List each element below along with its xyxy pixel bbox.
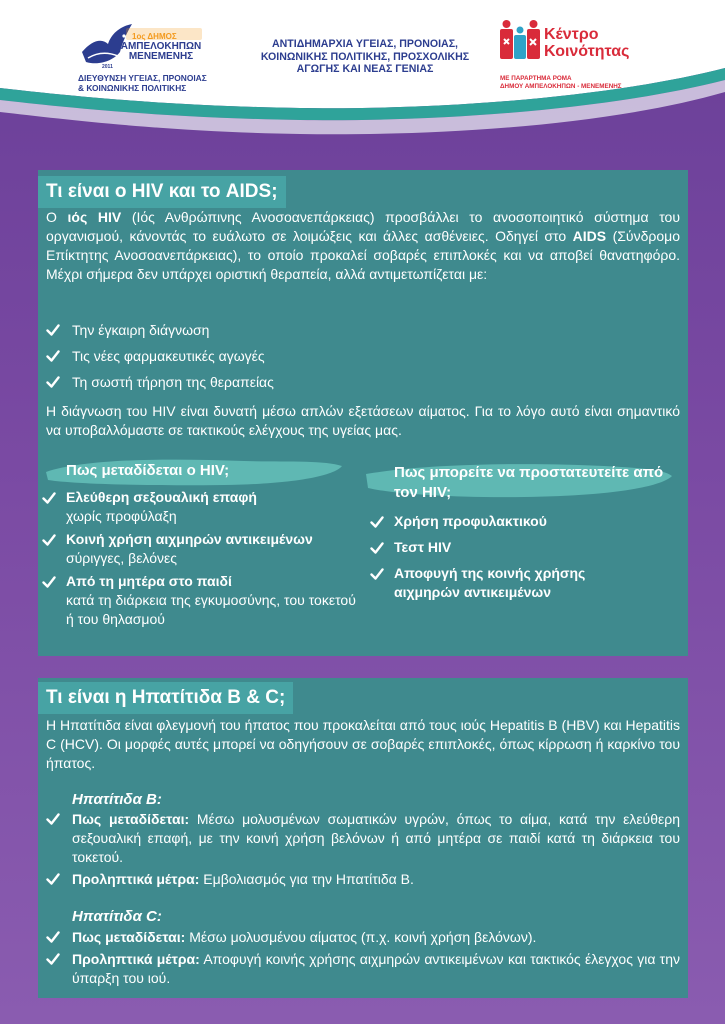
protection-item-1: Χρήση προφυλακτικού <box>394 513 547 529</box>
community-center-subtitle <box>500 75 660 91</box>
hiv-diagnosis-paragraph: Η διάγνωση του HIV είναι δυνατή μέσω απλών εξετάσεων αίματος. Για το λόγο αυτό είναι σημαντικό να υποβαλλόμαστε σε τακτικούς ελέγχους της υγείας μας. <box>46 403 680 438</box>
list-item <box>46 870 680 889</box>
hepatitis-c-transmission-label: Πως μεταδίδεται: <box>72 929 186 945</box>
list-item <box>370 538 660 557</box>
hepatitis-c-heading: Ηπατίτιδα C: <box>72 908 162 925</box>
community-center-title-line-2: Κοινότητας <box>544 43 630 60</box>
hepatitis-c-prevention-text: Αποφυγή κοινής χρήσης αιχμηρών αντικειμένων και τακτικός έλεγχος για την ύπαρξη του ιού. <box>72 951 681 986</box>
municipality-department-line-2: & ΚΟΙΝΩΝΙΚΗΣ ΠΟΛΙΤΙΚΗΣ <box>78 83 187 93</box>
transmission-item-1-main: Ελεύθερη σεξουαλική επαφή <box>66 489 257 505</box>
protection-item-3: Αποφυγή της κοινής χρήσης αιχμηρών αντικειμένων <box>394 565 586 600</box>
hiv-intro-text-3: (Σύνδρομο Επίκτητης Ανοσοανεπάρκειας), το οποίο προκαλεί σοβαρές επιπλοκές και να αποβεί θανατηφόρο. Μέχρι σήμερα δεν υπάρχει οριστική θεραπεία, αλλά αντιμετωπίζεται με: <box>46 228 680 282</box>
protection-list <box>370 512 660 602</box>
check-icon <box>370 515 384 529</box>
community-people-icon <box>498 19 542 63</box>
hepatitis-section <box>38 678 688 998</box>
municipality-year: 2011 <box>102 64 113 70</box>
check-icon <box>46 872 60 886</box>
community-center-logo <box>498 19 658 99</box>
transmission-item-2-sub: σύριγγες, βελόνες <box>66 550 177 566</box>
check-icon <box>46 930 60 944</box>
list-item <box>46 372 274 398</box>
community-center-title-line-1: Κέντρο <box>544 26 599 43</box>
hiv-treatment-item-3: Τη σωστή τήρηση της θεραπείας <box>72 374 274 390</box>
community-center-subtitle-line-2: ΔΗΜΟΥ ΑΜΠΕΛΟΚΗΠΩΝ - ΜΕΝΕΜΕΝΗΣ <box>500 83 622 90</box>
hiv-section <box>38 170 688 656</box>
check-icon <box>46 812 60 826</box>
check-icon <box>42 575 56 589</box>
hepatitis-b-transmission-label: Πως μεταδίδεται: <box>72 811 190 827</box>
hiv-intro-bold-virus: ιός HIV <box>67 209 122 225</box>
list-item <box>46 950 680 988</box>
hiv-intro-text-1: Ο <box>46 209 68 225</box>
transmission-item-1-sub: χωρίς προφύλαξη <box>66 508 177 524</box>
list-item <box>370 512 660 531</box>
municipality-name-line-2: ΜΕΝΕΜΕΝΗΣ <box>128 51 194 62</box>
vice-mayoralty-title <box>230 38 500 76</box>
municipality-name <box>111 42 211 62</box>
hiv-intro-bold-aids: AIDS <box>572 228 607 244</box>
list-item <box>42 488 362 526</box>
check-icon <box>370 567 384 581</box>
vice-mayoralty-line-3: ΑΓΩΓΗΣ ΚΑΙ ΝΕΑΣ ΓΕΝΙΑΣ <box>296 63 434 75</box>
list-item <box>42 572 362 629</box>
hiv-section-title: Τι είναι ο HIV και το AIDS; <box>38 176 286 208</box>
community-center-subtitle-line-1: ΜΕ ΠΑΡΑΡΤΗΜΑ ΡΟΜΑ <box>500 75 572 82</box>
protection-item-2: Τεστ HIV <box>394 539 452 555</box>
hiv-treatment-item-2: Τις νέες φαρμακευτικές αγωγές <box>72 348 265 364</box>
municipality-top-label: 1ος ΔΗΜΟΣ <box>132 32 177 41</box>
hepatitis-b-transmission-text: Μέσω μολυσμένων σωματικών υγρών, όπως το αίμα, κατά την ελεύθερη σεξουαλική επαφή, με την κοινή χρήση βελόνων ή από μητέρα σε παιδί κατά τη διάρκεια του τοκετού. <box>72 811 680 865</box>
hepatitis-b-prevention-text: Εμβολιασμός για την Ηπατίτιδα Β. <box>199 871 414 887</box>
hepatitis-c-transmission-text: Μέσω μολυσμένου αίματος (π.χ. κοινή χρήση βελόνων). <box>185 929 537 945</box>
hepatitis-intro-paragraph: Η Ηπατίτιδα είναι φλεγμονή του ήπατος που προκαλείται από τους ιούς Hepatitis B (HBV) και Hepatitis C (HCV). Οι μορφές αυτές μπορεί να οδηγήσουν σε σοβαρές επιπλοκές, όπως κίρρωση ή καρκίνο του ήπατος. <box>46 717 680 771</box>
vice-mayoralty-line-1: ΑΝΤΙΔΗΜΑΡΧΙΑ ΥΓΕΙΑΣ, ΠΡΟΝΟΙΑΣ, <box>271 38 458 50</box>
community-center-title <box>544 26 629 60</box>
hepatitis-section-title: Τι είναι η Ηπατίτιδα Β & C; <box>38 682 293 714</box>
check-icon <box>46 952 60 966</box>
hiv-intro-text-2: (Ιός Ανθρώπινης Ανοσοανεπάρκειας) προσβάλλει το ανοσοποιητικό σύστημα του οργανισμού, κάνοντάς το ευάλωτο σε λοιμώξεις και άλλες ασθένειες. Οδηγεί στο <box>46 209 680 244</box>
list-item <box>46 320 274 346</box>
check-icon <box>42 491 56 505</box>
vice-mayoralty-line-2: ΚΟΙΝΩΝΙΚΗΣ ΠΟΛΙΤΙΚΗΣ, ΠΡΟΣΧΟΛΙΚΗΣ <box>260 50 470 63</box>
list-item <box>46 928 680 947</box>
municipality-name-line-1: ΑΜΠΕΛΟΚΗΠΩΝ <box>120 41 202 52</box>
hepatitis-c-prevention-label: Προληπτικά μέτρα: <box>72 951 200 967</box>
check-icon <box>46 349 60 363</box>
list-item <box>370 564 660 602</box>
municipality-department-line-1: ΔΙΕΥΘΥΝΣΗ ΥΓΕΙΑΣ, ΠΡΟΝΟΙΑΣ <box>78 73 207 83</box>
transmission-heading: Πως μεταδίδεται ο HIV; <box>66 462 230 479</box>
check-icon <box>370 541 384 555</box>
municipality-logo <box>78 22 210 100</box>
protection-heading: Πως μπορείτε να προστατευτείτε από τον HIV; <box>394 464 664 501</box>
hepatitis-c-list <box>46 928 680 988</box>
hepatitis-b-heading: Ηπατίτιδα Β: <box>72 791 162 808</box>
municipality-department <box>78 73 210 93</box>
transmission-item-2-main: Κοινή χρήση αιχμηρών αντικειμένων <box>66 531 313 547</box>
list-item <box>46 810 680 867</box>
hiv-treatment-item-1: Την έγκαιρη διάγνωση <box>72 322 210 338</box>
transmission-list <box>42 488 362 629</box>
list-item <box>42 530 362 568</box>
check-icon <box>46 323 60 337</box>
hepatitis-b-list <box>46 810 680 889</box>
list-item <box>46 346 274 372</box>
check-icon <box>46 375 60 389</box>
hepatitis-b-prevention-label: Προληπτικά μέτρα: <box>72 871 200 887</box>
header-band <box>0 0 725 135</box>
transmission-item-3-main: Από τη μητέρα στο παιδί <box>66 573 232 589</box>
hiv-intro-paragraph <box>46 208 680 284</box>
hiv-treatment-list <box>46 320 274 398</box>
transmission-item-3-sub: κατά τη διάρκεια της εγκυμοσύνης, του τοκετού ή του θηλασμού <box>66 592 356 627</box>
check-icon <box>42 533 56 547</box>
